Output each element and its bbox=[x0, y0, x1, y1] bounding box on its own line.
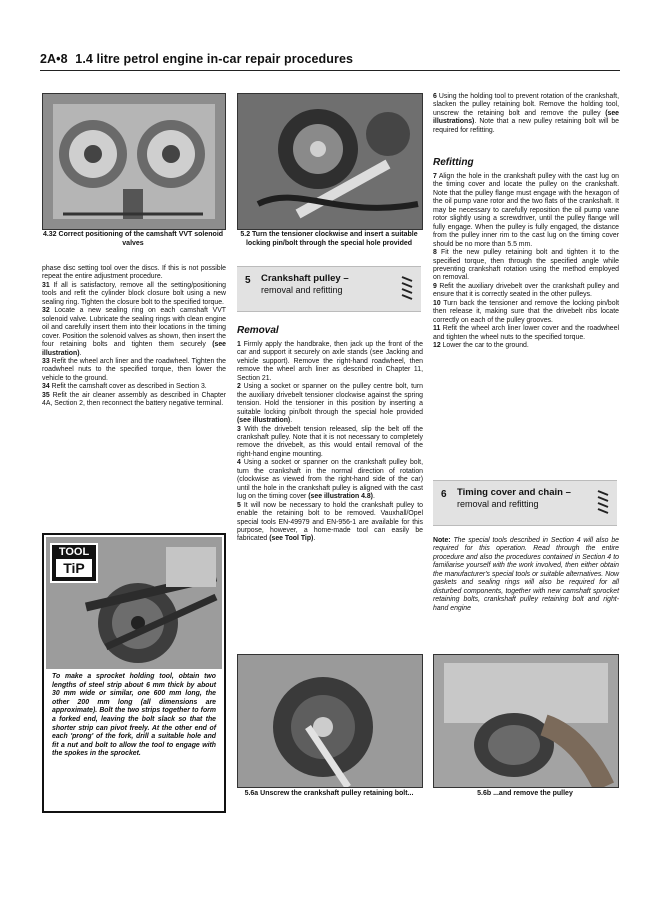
section-6-title: Timing cover and chain – bbox=[457, 487, 571, 498]
section-5-subtitle: removal and refitting bbox=[261, 285, 343, 295]
tip-label: TiP bbox=[56, 559, 92, 577]
section-6-note bbox=[433, 537, 619, 613]
spanner-rating-icon bbox=[595, 487, 611, 515]
column-3-text bbox=[433, 173, 619, 351]
pulley-removal-photo-art bbox=[434, 655, 618, 787]
para-35: 35 Refit the air cleaner assembly as described in Chapter 4A, Section 2, then reconnect the battery negative terminal. bbox=[42, 391, 226, 408]
para-5-3: 3 With the drivebelt tension released, slip the belt off the crankshaft pulley. Note that it is not necessary to completely remove the drivebelt, as this would entail removal of the right-hand engine mounting. bbox=[237, 425, 423, 458]
para-5-10: 10 Turn back the tensioner and remove the locking pin/bolt then release it, making sure that the drivebelt ribs locate correctly on each of the pulley grooves. bbox=[433, 299, 619, 324]
tool-tip-text: To make a sprocket holding tool, obtain two lengths of steel strip about 6 mm thick by about 30 mm wide or similar, one 600 mm long, the other 200 mm long (all dimensions are approximate). Bolt the two strips together to form a forked end, leaving the bolt slack so that the shorter strip can pivot freely. At the other end of each 'prong' of the fork, drill a suitable hole and fit a nut and bolt to allow the tool to engage with the spokes in the sprocket. bbox=[52, 673, 216, 758]
column-2-text bbox=[237, 341, 423, 544]
para-34: 34 Refit the camshaft cover as described in Section 3. bbox=[42, 383, 207, 391]
para-5-11: 11 Refit the wheel arch liner lower cover and the roadwheel and tighten the wheel nuts to the specified torque. bbox=[433, 325, 619, 341]
page-title: 1.4 litre petrol engine in-car repair procedures bbox=[75, 52, 354, 66]
para-continued: phase disc setting tool over the discs. If this is not possible repeat the entire adjustment procedure. bbox=[42, 265, 226, 281]
photo-5-6a-pulley-bolt bbox=[237, 654, 423, 788]
tool-tip-badge bbox=[50, 543, 98, 583]
section-6-subtitle: removal and refitting bbox=[457, 499, 539, 509]
header-rule bbox=[40, 70, 620, 71]
para-5-12: 12 Lower the car to the ground. bbox=[433, 342, 529, 350]
tool-tip-box bbox=[42, 533, 226, 813]
section-6-number: 6 bbox=[441, 489, 447, 500]
tool-label: TOOL bbox=[58, 546, 90, 558]
para-5-5: 5 It will now be necessary to hold the crankshaft pulley to enable the retaining bolt to be removed. Vauxhall/Opel special tools EN-49979 and EN-956-1 are available for this purpose, however, a home-made tool can easily be fabricated (see Tool Tip). bbox=[237, 501, 423, 543]
caption-5-6b: 5.6b ...and remove the pulley bbox=[477, 790, 573, 797]
note-label: Note: bbox=[433, 537, 451, 544]
section-5-title: Crankshaft pulley – bbox=[261, 273, 349, 284]
camshaft-photo-art bbox=[43, 94, 225, 229]
para-31: 31 If all is satisfactory, remove all the setting/positioning tools and refit the cylinder block closure bolt using a new sealing ring. Tighten the closure bolt to the specified torque. bbox=[42, 281, 226, 306]
photo-5-6b-pulley-removed bbox=[433, 654, 619, 788]
para-5-6: 6 Using the holding tool to prevent rotation of the crankshaft, slacken the pulley retaining bolt. Remove the holding tool, unscrew the retaining bolt and remove the pulley (see illustrations). Note that a new pulley retaining bolt will be required for refitting. bbox=[433, 93, 619, 134]
column-1-text bbox=[42, 265, 226, 409]
page-header bbox=[40, 52, 353, 66]
section-5-heading bbox=[237, 266, 421, 312]
section-5-number: 5 bbox=[245, 275, 251, 286]
pulley-bolt-photo-art bbox=[238, 655, 422, 787]
photo-4-32-camshaft-vvt bbox=[42, 93, 226, 230]
photo-5-2-tensioner bbox=[237, 93, 423, 230]
tensioner-photo-art bbox=[238, 94, 422, 229]
page-number: 2A•8 bbox=[40, 52, 68, 66]
column-3-text-top bbox=[433, 93, 619, 135]
para-5-2: 2 Using a socket or spanner on the pulley centre bolt, turn the auxiliary drivebelt tensioner clockwise against the spring tension. Hold the tensioner in this position by inserting a suitable locking pin/bolt through the special hole provided (see illustration). bbox=[237, 383, 423, 425]
para-5-7: 7 Align the hole in the crankshaft pulley with the cast lug on the timing cover and locate the pulley on the crankshaft. Note that the pulley flange must engage with the hexagon of the oil pump vane rotor and the two flats of the crankshaft. It may be necessary to carefully reposition the oil pump vane rotor slightly using a screwdriver, until the pulley flange will fully engage. When the pulley is fully engaged, the distance from the pulley inner rim to the cast lug on the timing cover should be no more than 5.5 mm. bbox=[433, 173, 619, 248]
section-6-heading bbox=[433, 480, 617, 526]
para-5-9: 9 Refit the auxiliary drivebelt over the crankshaft pulley and ensure that it is correctly seated in the other pulleys. bbox=[433, 282, 619, 299]
removal-heading: Removal bbox=[237, 325, 279, 336]
tool-tip-photo bbox=[46, 537, 222, 669]
para-5-1: 1 Firmly apply the handbrake, then jack up the front of the car and support it securely on axle stands (see Jacking and vehicle support). Remove the right-hand roadwheel, then remove the wheel arch liner as described in Chapter 11, Section 21. bbox=[237, 341, 423, 382]
para-5-4: 4 Using a socket or spanner on the crankshaft pulley bolt, turn the crankshaft in the normal direction of rotation (clockwise as viewed from the right-hand side of the car) until the hole in the crankshaft pulley is aligned with the cast lug on the timing cover (see illustration 4.8). bbox=[237, 459, 423, 501]
caption-5-2: 5.2 Turn the tensioner clockwise and insert a suitable locking pin/bolt through the special hole provided bbox=[240, 231, 418, 247]
para-32: 32 Locate a new sealing ring on each camshaft VVT solenoid valve. Lubricate the sealing rings with clean engine oil and carefully insert them into their locations in the timing cover. Position the solenoid valves as shown, then insert the four retaining bolts and tighten them securely (see illustration). bbox=[42, 307, 226, 357]
note-text: The special tools described in Section 4 will also be required for this operation. Read through the entire procedure and also the procedures contained in Section 4 to familiarise yourself with the work involved, then either obtain the manufacturer's special tools or suitable alternatives. Now gaskets and sealing rings will also be required for all disturbed components, together with new camshaft sprocket retaining bolts, crankshaft pulley retaining bolt and right-hand engine bbox=[433, 537, 619, 612]
para-5-8: 8 Fit the new pulley retaining bolt and tighten it to the specified torque, then through the specified angle while preventing crankshaft rotation using the method employed on removal. bbox=[433, 249, 619, 282]
para-33: 33 Refit the wheel arch liner and the roadwheel. Tighten the roadwheel nuts to the specified torque, then lower the vehicle to the ground. bbox=[42, 357, 226, 382]
spanner-rating-icon bbox=[399, 273, 415, 301]
caption-5-6a: 5.6a Unscrew the crankshaft pulley retaining bolt... bbox=[244, 790, 414, 797]
refitting-heading: Refitting bbox=[433, 157, 474, 168]
caption-4-32: 4.32 Correct positioning of the camshaft VVT solenoid valves bbox=[42, 231, 224, 247]
